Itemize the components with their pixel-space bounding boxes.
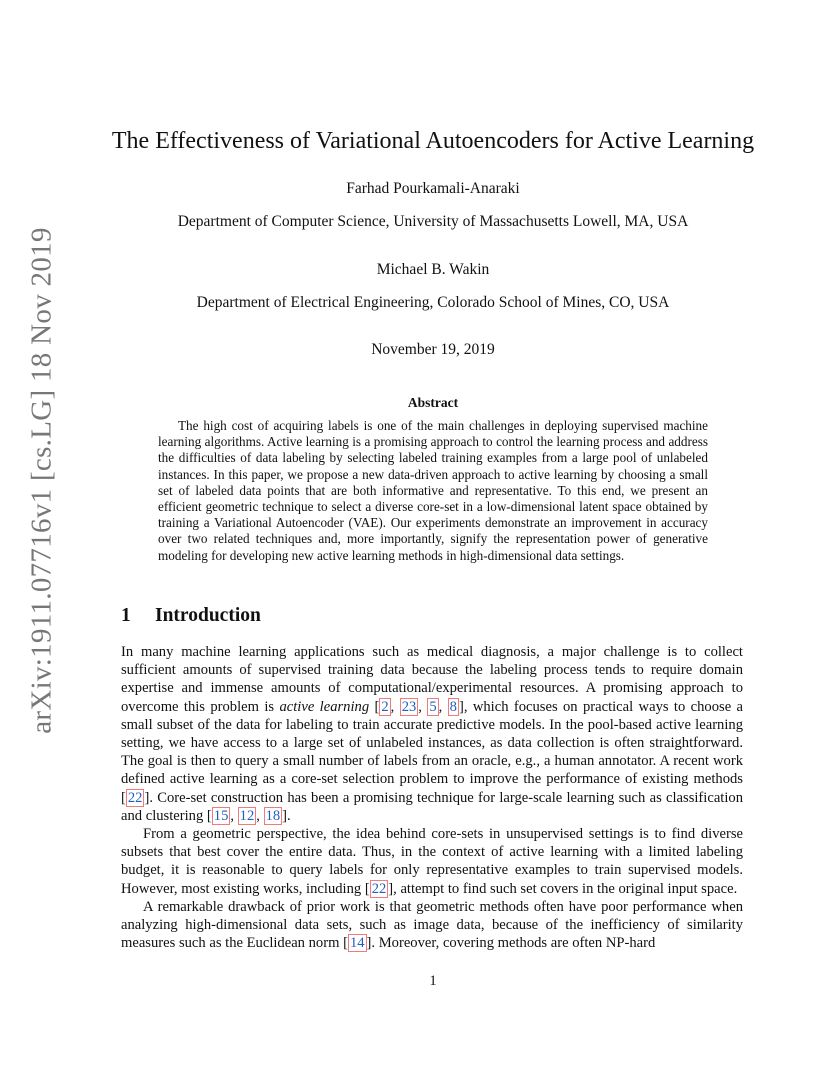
section-heading	[121, 605, 261, 627]
citation-link[interactable]: 23	[401, 698, 417, 715]
section-title: Introduction	[155, 605, 261, 626]
citation-link[interactable]: 12	[239, 807, 255, 824]
citation-link[interactable]: 22	[371, 880, 387, 897]
author-affiliation-2: Department of Electrical Engineering, Colorado School of Mines, CO, USA	[196, 294, 670, 311]
citation-link[interactable]: 2	[381, 698, 389, 715]
author-name-2: Michael B. Wakin	[376, 261, 490, 278]
citation-link[interactable]: 22	[127, 789, 143, 806]
citation-link[interactable]: 18	[265, 807, 281, 824]
author-affiliation-1: Department of Computer Science, University of Massachusetts Lowell, MA, USA	[177, 213, 689, 230]
paper-date: November 19, 2019	[371, 341, 495, 358]
abstract-heading: Abstract	[407, 395, 459, 410]
paragraph-1: In many machine learning applications such as medical diagnosis, a major challenge is to collect sufficient amounts of supervised training data because the labeling process tends to require domain expertise and immense amounts of computational/experimental resources. A promising approach to overcome this problem is active learning [ 2 , 23 , 5 , 8 ], which focuses on practical ways to choose a small subset of the data for labeling to train accurate predictive models. In the pool-based active learning setting, we have access to a large set of unlabeled instances, as data collection is often straightforward. The goal is then to query a small number of labels from an oracle, e.g., a human annotator. A recent work defined active learning as a core-set selection problem to improve the performance of existing methods [ 22 ]. Core-set construction has been a promising technique for large-scale learning such as classification and clustering [ 15 , 12 , 18 ].	[121, 644, 744, 824]
page-number: 1	[429, 973, 437, 989]
abstract-text: The high cost of acquiring labels is one of the main challenges in deploying supervised machine learning algorithms. Active learning is a promising approach to control the learning process and address the difficulties of data labeling by selecting labeled training examples from a large pool of unlabeled instances. In this paper, we propose a new data-driven approach to active learning by choosing a small set of labeled data points that are both informative and representative. To this end, we present an efficient geometric technique to select a diverse core-set in a low-dimensional latent space obtained by training a Variational Autoencoder (VAE). Our experiments demonstrate an improvement in accuracy over two related techniques and, more importantly, signify the representation power of generative modeling for developing new active learning methods in high-dimensional data settings.	[158, 418, 708, 563]
emphasis: active learning	[279, 698, 370, 715]
citation-link[interactable]: 8	[449, 698, 457, 715]
paragraph-2: From a geometric perspective, the idea behind core-sets in unsupervised settings is to find diverse subsets that best cover the entire data. Thus, in the context of active learning with a limited labeling budget, it is reasonable to query labels for only representative examples to train supervised models. However, most existing works, including [ 22 ], attempt to find such set covers in the original input space.	[121, 826, 743, 897]
paragraph-3: A remarkable drawback of prior work is that geometric methods often have poor performance when analyzing high-dimensional data sets, such as image data, because of the inefficiency of similarity measures such as the Euclidean norm [ 14 ]. Moreover, covering methods are often NP-hard	[121, 898, 743, 952]
arxiv-stamp-text: arXiv:1911.07716v1 [cs.LG] 18 Nov 2019	[25, 226, 58, 734]
citation-link[interactable]: 15	[213, 807, 229, 824]
author-name-1: Farhad Pourkamali-Anaraki	[346, 180, 520, 197]
citation-link[interactable]: 14	[349, 935, 365, 952]
body-text	[121, 643, 743, 952]
citation-link[interactable]: 5	[429, 698, 437, 715]
arxiv-stamp	[22, 226, 62, 734]
paper-title: The Effectiveness of Variational Autoencoders for Active Learning	[111, 128, 755, 154]
section-number: 1	[121, 605, 131, 626]
